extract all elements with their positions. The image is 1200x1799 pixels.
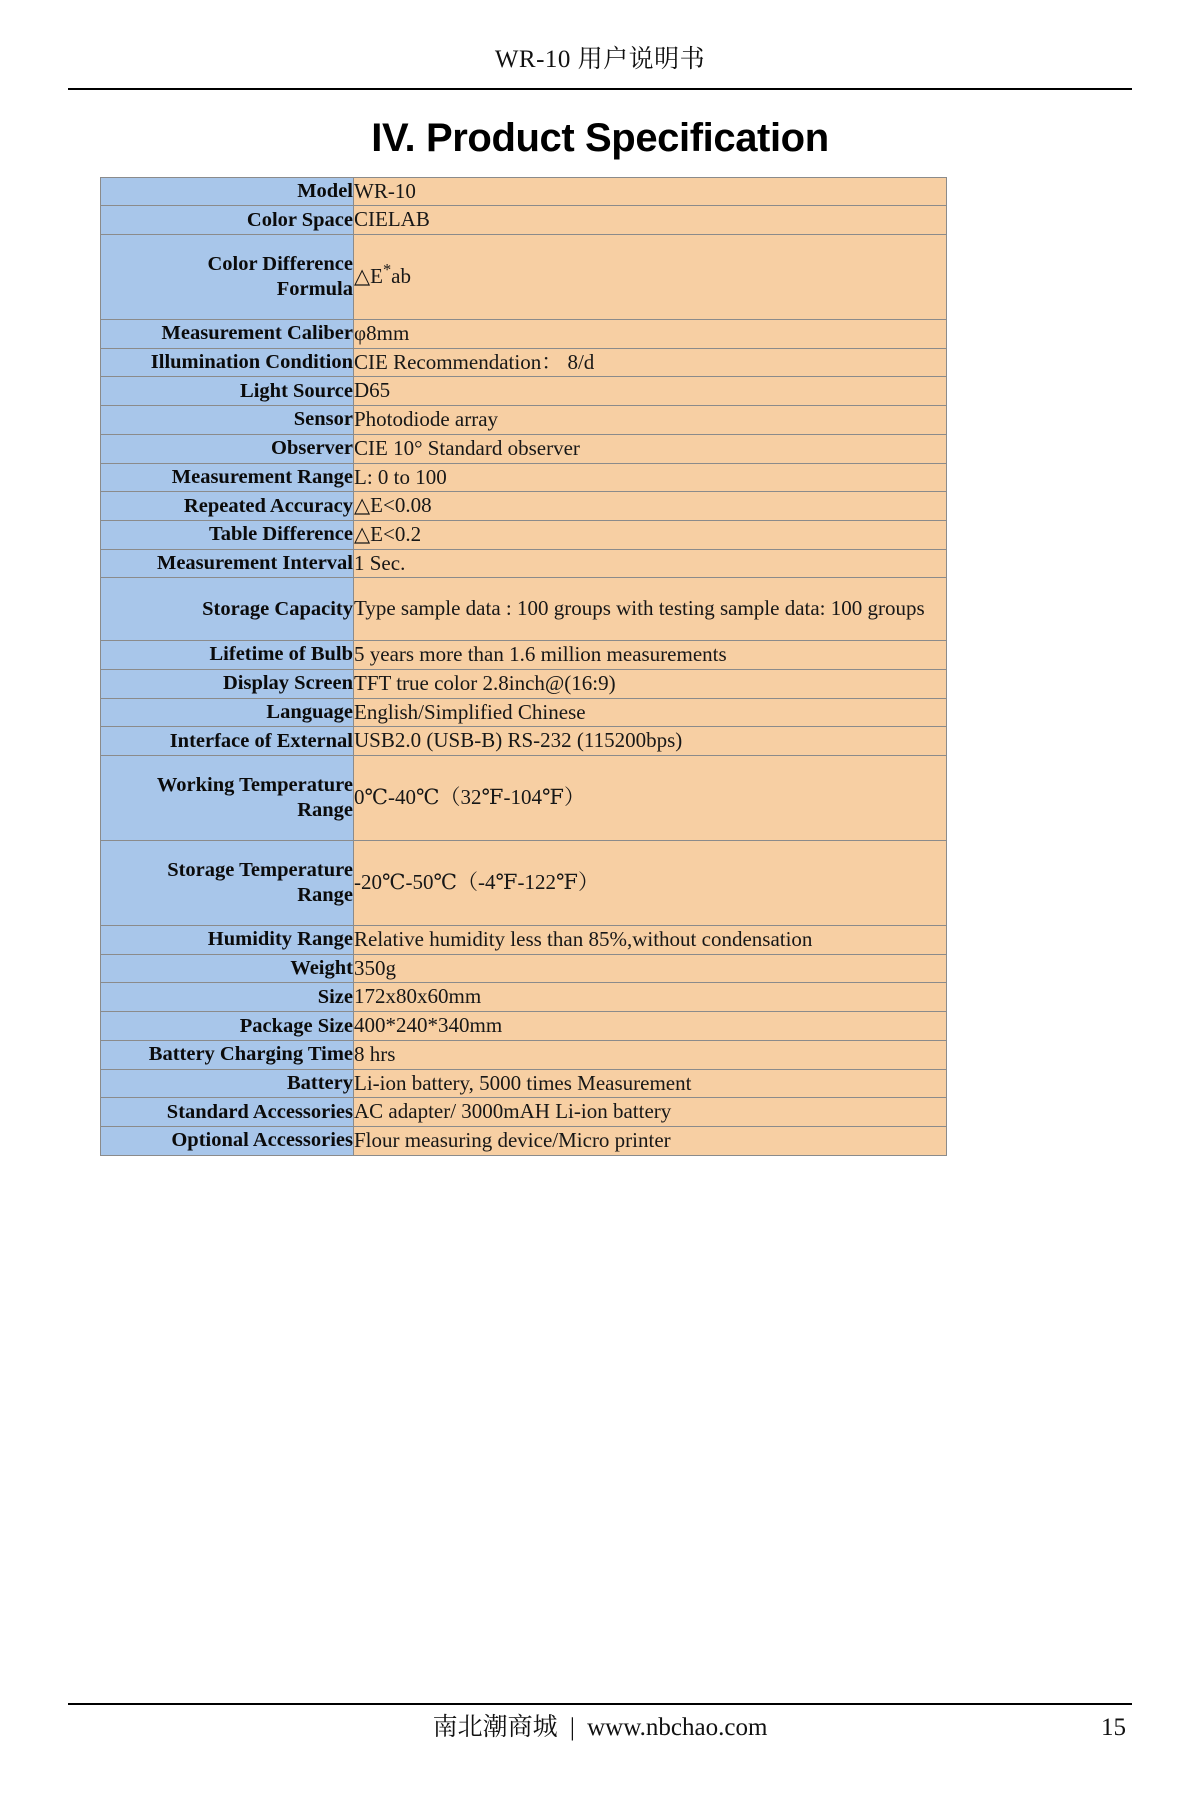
spec-value-cell: CIE Recommendation： 8/d: [354, 348, 947, 377]
table-row: [101, 434, 947, 463]
spec-value-cell: D65: [354, 377, 947, 406]
table-row: [101, 756, 947, 841]
spec-label-cell: Sensor: [101, 406, 354, 435]
table-row: [101, 1127, 947, 1156]
spec-label-cell: Standard Accessories: [101, 1098, 354, 1127]
spec-value-cell: 0℃-40℃（32℉-104℉）: [354, 756, 947, 841]
table-row: [101, 841, 947, 926]
spec-label-cell: Color Space: [101, 206, 354, 235]
table-row: [101, 177, 947, 206]
spec-label-line: Range: [297, 884, 353, 906]
spec-label-cell: Humidity Range: [101, 926, 354, 955]
table-row: [101, 1098, 947, 1127]
spec-label-cell: Repeated Accuracy: [101, 492, 354, 521]
spec-label-cell: [101, 841, 354, 926]
running-head: WR-10 用户说明书: [494, 46, 706, 73]
spec-label-cell: Optional Accessories: [101, 1127, 354, 1156]
table-row: [101, 492, 947, 521]
table-row: [101, 669, 947, 698]
spec-label-line: Formula: [276, 277, 353, 300]
spec-label-cell: Battery Charging Time: [101, 1040, 354, 1069]
table-row: [101, 234, 947, 319]
product-specification-table: [100, 177, 947, 1156]
spec-value-cell: 5 years more than 1.6 million measurements: [354, 641, 947, 670]
spec-label-cell: Display Screen: [101, 669, 354, 698]
spec-value-cell: Type sample data : 100 groups with testing sample data: 100 groups: [354, 578, 947, 641]
spec-value-cell: TFT true color 2.8inch@(16:9): [354, 669, 947, 698]
spec-value-cell: CIELAB: [354, 206, 947, 235]
spec-value-cell: Photodiode array: [354, 406, 947, 435]
table-row: [101, 926, 947, 955]
spec-value-cell: △E<0.08: [354, 492, 947, 521]
spec-label-cell: Storage Capacity: [101, 578, 354, 641]
spec-value-cell: Relative humidity less than 85%,without condensation: [354, 926, 947, 955]
superscript-asterisk: *: [382, 260, 392, 280]
table-row: [101, 549, 947, 578]
spec-table-container: [100, 177, 1100, 1156]
spec-value-part: ab: [391, 264, 411, 289]
spec-value-cell: 172x80x60mm: [354, 983, 947, 1012]
table-row: [101, 1040, 947, 1069]
spec-value-cell: English/Simplified Chinese: [354, 698, 947, 727]
table-row: [101, 641, 947, 670]
spec-label-line: Storage Temperature: [167, 859, 353, 881]
spec-label-cell: Interface of External: [101, 727, 354, 756]
spec-label-cell: Model: [101, 177, 354, 206]
page-header: [0, 0, 1200, 90]
spec-label-cell: [101, 234, 354, 319]
spec-label-line: Range: [297, 799, 353, 821]
spec-label-cell: Observer: [101, 434, 354, 463]
table-row: [101, 319, 947, 348]
page-footer: [0, 1703, 1200, 1751]
spec-label-cell: Lifetime of Bulb: [101, 641, 354, 670]
footer-separator: |: [569, 1714, 575, 1741]
spec-label-cell: Measurement Interval: [101, 549, 354, 578]
footer-url[interactable]: www.nbchao.com: [587, 1714, 768, 1741]
table-row: [101, 520, 947, 549]
table-row: [101, 578, 947, 641]
spec-value-cell: [354, 234, 947, 319]
spec-value-cell: AC adapter/ 3000mAH Li-ion battery: [354, 1098, 947, 1127]
spec-label-cell: Battery: [101, 1069, 354, 1098]
table-row: [101, 1012, 947, 1041]
spec-value-cell: L: 0 to 100: [354, 463, 947, 492]
footer-site-name: 南北潮商城: [432, 1714, 558, 1741]
spec-value-cell: Li-ion battery, 5000 times Measurement: [354, 1069, 947, 1098]
spec-value-cell: CIE 10° Standard observer: [354, 434, 947, 463]
table-row: [101, 463, 947, 492]
table-row: [101, 406, 947, 435]
table-row: [101, 983, 947, 1012]
spec-value-cell: Flour measuring device/Micro printer: [354, 1127, 947, 1156]
spec-label-cell: Size: [101, 983, 354, 1012]
spec-label-cell: Illumination Condition: [101, 348, 354, 377]
table-row: [101, 377, 947, 406]
footer-credit: [68, 1705, 1132, 1751]
table-row: [101, 1069, 947, 1098]
spec-value-cell: 400*240*340mm: [354, 1012, 947, 1041]
spec-value-cell: USB2.0 (USB-B) RS-232 (115200bps): [354, 727, 947, 756]
page-number: 15: [1101, 1714, 1126, 1741]
spec-label-cell: Language: [101, 698, 354, 727]
spec-value-part: △E: [354, 264, 383, 289]
spec-value-cell: △E<0.2: [354, 520, 947, 549]
spec-label-cell: Package Size: [101, 1012, 354, 1041]
table-row: [101, 698, 947, 727]
spec-value-cell: WR-10: [354, 177, 947, 206]
spec-label-cell: [101, 756, 354, 841]
spec-value-cell: 1 Sec.: [354, 549, 947, 578]
header-divider: [68, 88, 1132, 90]
spec-label-cell: Weight: [101, 954, 354, 983]
table-row: [101, 348, 947, 377]
table-row: [101, 727, 947, 756]
spec-value-cell: -20℃-50℃（-4℉-122℉）: [354, 841, 947, 926]
spec-label-cell: Table Difference: [101, 520, 354, 549]
table-row: [101, 206, 947, 235]
spec-value-cell: φ8mm: [354, 319, 947, 348]
page-title: IV. Product Specification: [371, 115, 829, 160]
spec-label-line: Color Difference: [207, 252, 353, 275]
spec-value-cell: 350g: [354, 954, 947, 983]
spec-label-cell: Measurement Caliber: [101, 319, 354, 348]
spec-label-cell: Measurement Range: [101, 463, 354, 492]
spec-value-cell: 8 hrs: [354, 1040, 947, 1069]
spec-label-line: Working Temperature: [156, 774, 353, 796]
spec-label-cell: Light Source: [101, 377, 354, 406]
table-row: [101, 954, 947, 983]
